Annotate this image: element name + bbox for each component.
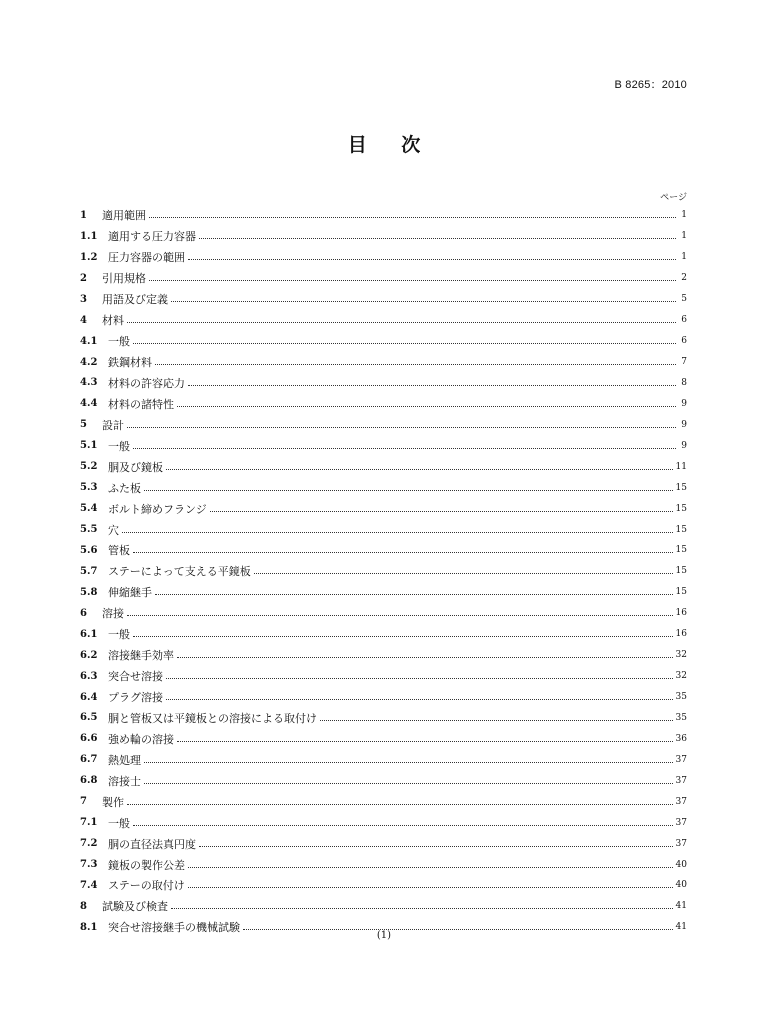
toc-entry-page: 5 xyxy=(681,294,687,305)
toc-entry-page: 15 xyxy=(675,482,687,493)
toc-entry-number: 7.3 xyxy=(80,859,98,871)
toc-dot-leader xyxy=(177,741,673,742)
toc-dot-leader xyxy=(188,259,676,260)
toc-entry-number: 6.4 xyxy=(80,691,98,703)
toc-entry-label: 溶接継手効率 xyxy=(108,649,174,663)
toc-dot-leader xyxy=(254,573,673,574)
toc-entry-page: 37 xyxy=(675,775,687,786)
toc-entry-label: 材料 xyxy=(102,314,124,328)
toc-entry[interactable] xyxy=(80,540,687,561)
toc-entry[interactable] xyxy=(80,310,687,331)
toc-entry[interactable] xyxy=(80,519,687,540)
toc-entry-label: 管板 xyxy=(108,544,130,558)
toc-entry-number: 1.1 xyxy=(80,230,98,242)
toc-entry-number: 8 xyxy=(80,900,87,912)
toc-entry[interactable] xyxy=(80,561,687,582)
toc-entry-page: 6 xyxy=(681,315,687,326)
toc-entry-page: 9 xyxy=(681,440,687,451)
toc-entry[interactable] xyxy=(80,435,687,456)
toc-entry-number: 4.4 xyxy=(80,398,98,410)
toc-dot-leader xyxy=(155,364,676,365)
toc-entry-label: 適用範囲 xyxy=(102,209,146,223)
toc-entry-page: 35 xyxy=(675,712,687,723)
toc-entry-page: 37 xyxy=(675,796,687,807)
toc-entry-page: 7 xyxy=(681,357,687,368)
toc-entry-page: 40 xyxy=(675,880,687,891)
toc-dot-leader xyxy=(122,532,673,533)
toc-entry-number: 5.8 xyxy=(80,586,98,598)
toc-entry-label: 材料の許容応力 xyxy=(108,376,185,390)
toc-entry-label: 一般 xyxy=(108,816,130,830)
toc-dot-leader xyxy=(133,636,673,637)
toc-entry-label: 適用する圧力容器 xyxy=(108,230,196,244)
table-of-contents xyxy=(80,205,687,938)
toc-entry-label: 鉄鋼材料 xyxy=(108,356,152,370)
toc-dot-leader xyxy=(188,867,673,868)
toc-entry-number: 5.3 xyxy=(80,482,98,494)
toc-entry-label: 設計 xyxy=(102,418,124,432)
toc-entry-page: 37 xyxy=(675,838,687,849)
toc-entry[interactable] xyxy=(80,373,687,394)
toc-entry-number: 5 xyxy=(80,419,87,431)
toc-entry-number: 8.1 xyxy=(80,921,98,933)
toc-entry-page: 32 xyxy=(675,671,687,682)
toc-entry-label: 圧力容器の範囲 xyxy=(108,251,185,265)
toc-entry-page: 32 xyxy=(675,650,687,661)
standard-code: B 8265：2010 xyxy=(614,79,687,91)
toc-entry[interactable] xyxy=(80,498,687,519)
toc-entry-label: 鏡板の製作公差 xyxy=(108,858,185,872)
toc-dot-leader xyxy=(166,469,673,470)
toc-entry-number: 7.2 xyxy=(80,838,98,850)
toc-entry[interactable] xyxy=(80,833,687,854)
toc-entry-page: 11 xyxy=(675,461,687,472)
toc-entry[interactable] xyxy=(80,331,687,352)
toc-entry-number: 6.7 xyxy=(80,754,98,766)
toc-entry[interactable] xyxy=(80,728,687,749)
toc-dot-leader xyxy=(199,238,676,239)
toc-entry[interactable] xyxy=(80,749,687,770)
toc-entry-number: 7.1 xyxy=(80,817,98,829)
toc-entry[interactable] xyxy=(80,393,687,414)
toc-entry-number: 2 xyxy=(80,272,87,284)
toc-dot-leader xyxy=(166,678,673,679)
toc-entry-number: 6.3 xyxy=(80,670,98,682)
toc-dot-leader xyxy=(127,615,673,616)
toc-dot-leader xyxy=(133,343,676,344)
toc-entry-number: 5.4 xyxy=(80,503,98,515)
toc-entry-label: 穴 xyxy=(108,523,119,537)
toc-entry-label: 突合せ溶接継手の機械試験 xyxy=(108,921,240,935)
toc-entry-page: 1 xyxy=(681,231,687,242)
toc-dot-leader xyxy=(155,594,673,595)
toc-entry-page: 36 xyxy=(675,733,687,744)
toc-entry-number: 4.3 xyxy=(80,377,98,389)
toc-dot-leader xyxy=(210,511,673,512)
toc-entry[interactable] xyxy=(80,289,687,310)
toc-entry-label: 引用規格 xyxy=(102,272,146,286)
toc-entry-label: 胴及び鏡板 xyxy=(108,460,163,474)
toc-entry-page: 9 xyxy=(681,398,687,409)
toc-dot-leader xyxy=(127,322,676,323)
toc-entry[interactable] xyxy=(80,896,687,917)
page-title: 目 次 xyxy=(347,134,435,156)
toc-entry[interactable] xyxy=(80,645,687,666)
toc-entry[interactable] xyxy=(80,456,687,477)
toc-entry-page: 41 xyxy=(675,901,687,912)
toc-entry[interactable] xyxy=(80,770,687,791)
toc-entry-label: 溶接 xyxy=(102,607,124,621)
toc-entry-label: 胴の直径法真円度 xyxy=(108,837,196,851)
toc-dot-leader xyxy=(149,280,676,281)
toc-entry-label: 一般 xyxy=(108,628,130,642)
toc-entry-page: 35 xyxy=(675,692,687,703)
toc-dot-leader xyxy=(166,699,673,700)
toc-entry-number: 6.5 xyxy=(80,712,98,724)
toc-dot-leader xyxy=(133,552,673,553)
toc-dot-leader xyxy=(171,301,676,302)
toc-entry[interactable] xyxy=(80,477,687,498)
toc-entry-number: 3 xyxy=(80,293,87,305)
toc-entry-number: 5.1 xyxy=(80,440,98,452)
toc-entry-number: 5.2 xyxy=(80,461,98,473)
toc-entry-page: 15 xyxy=(675,566,687,577)
toc-dot-leader xyxy=(144,762,673,763)
toc-entry-number: 6.6 xyxy=(80,733,98,745)
toc-entry-page: 1 xyxy=(681,252,687,263)
toc-entry-label: 試験及び検査 xyxy=(102,900,168,914)
toc-entry[interactable] xyxy=(80,582,687,603)
toc-entry-page: 15 xyxy=(675,587,687,598)
toc-entry-page: 15 xyxy=(675,545,687,556)
toc-entry-number: 1 xyxy=(80,209,87,221)
toc-entry-number: 7 xyxy=(80,796,87,808)
toc-entry-page: 40 xyxy=(675,859,687,870)
toc-entry-number: 7.4 xyxy=(80,879,98,891)
toc-dot-leader xyxy=(133,825,673,826)
toc-entry-label: 突合せ溶接 xyxy=(108,670,163,684)
toc-entry[interactable] xyxy=(80,666,687,687)
toc-entry-number: 5.6 xyxy=(80,544,98,556)
toc-entry-page: 1 xyxy=(681,210,687,221)
toc-dot-leader xyxy=(127,804,673,805)
toc-entry-label: 一般 xyxy=(108,335,130,349)
toc-entry-page: 41 xyxy=(675,922,687,933)
toc-entry-number: 4 xyxy=(80,314,87,326)
toc-entry[interactable] xyxy=(80,875,687,896)
toc-entry-label: ボルト締めフランジ xyxy=(108,502,207,516)
toc-dot-leader xyxy=(320,720,673,721)
toc-entry-number: 6.1 xyxy=(80,628,98,640)
toc-entry-number: 6 xyxy=(80,607,87,619)
toc-dot-leader xyxy=(188,385,676,386)
toc-entry-page: 16 xyxy=(675,629,687,640)
toc-dot-leader xyxy=(149,217,676,218)
toc-entry-label: 一般 xyxy=(108,439,130,453)
toc-entry[interactable] xyxy=(80,624,687,645)
toc-entry-number: 5.7 xyxy=(80,565,98,577)
toc-entry-number: 6.8 xyxy=(80,775,98,787)
page-column-label: ページ xyxy=(660,193,687,203)
toc-entry-page: 37 xyxy=(675,817,687,828)
toc-entry-label: 材料の諸特性 xyxy=(108,397,174,411)
toc-entry-label: 用語及び定義 xyxy=(102,293,168,307)
toc-entry[interactable] xyxy=(80,812,687,833)
toc-entry-page: 15 xyxy=(675,503,687,514)
toc-entry-label: 溶接士 xyxy=(108,774,141,788)
toc-dot-leader xyxy=(177,406,676,407)
toc-entry-label: 胴と管板又は平鏡板との溶接による取付け xyxy=(108,711,317,725)
toc-entry-label: 伸縮継手 xyxy=(108,586,152,600)
toc-dot-leader xyxy=(133,448,676,449)
toc-dot-leader xyxy=(171,908,673,909)
toc-entry[interactable] xyxy=(80,687,687,708)
toc-entry[interactable] xyxy=(80,247,687,268)
toc-entry[interactable] xyxy=(80,854,687,875)
toc-entry-label: ステーによって支える平鏡板 xyxy=(108,565,251,579)
toc-dot-leader xyxy=(127,427,676,428)
toc-entry[interactable] xyxy=(80,268,687,289)
toc-entry-label: ふた板 xyxy=(108,481,141,495)
page-folio: (1) xyxy=(376,930,392,941)
toc-dot-leader xyxy=(144,783,673,784)
toc-dot-leader xyxy=(177,657,673,658)
toc-entry[interactable] xyxy=(80,708,687,729)
toc-entry-number: 6.2 xyxy=(80,649,98,661)
toc-entry-label: 製作 xyxy=(102,795,124,809)
toc-entry[interactable] xyxy=(80,791,687,812)
toc-entry-label: ステーの取付け xyxy=(108,879,185,893)
toc-entry-number: 4.2 xyxy=(80,356,98,368)
toc-dot-leader xyxy=(144,490,673,491)
toc-entry-label: プラグ溶接 xyxy=(108,691,163,705)
toc-entry[interactable] xyxy=(80,414,687,435)
toc-entry[interactable] xyxy=(80,352,687,373)
toc-entry[interactable] xyxy=(80,226,687,247)
toc-dot-leader xyxy=(199,846,673,847)
toc-dot-leader xyxy=(188,887,673,888)
toc-entry[interactable] xyxy=(80,603,687,624)
toc-entry-page: 15 xyxy=(675,524,687,535)
toc-entry-page: 9 xyxy=(681,419,687,430)
toc-entry-number: 4.1 xyxy=(80,335,98,347)
toc-entry-page: 6 xyxy=(681,336,687,347)
toc-entry-label: 強め輪の溶接 xyxy=(108,732,174,746)
toc-entry[interactable] xyxy=(80,205,687,226)
toc-entry-number: 1.2 xyxy=(80,251,98,263)
toc-entry-label: 熱処理 xyxy=(108,753,141,767)
toc-entry-page: 16 xyxy=(675,608,687,619)
toc-entry-page: 37 xyxy=(675,754,687,765)
toc-entry-page: 2 xyxy=(681,273,687,284)
toc-entry-number: 5.5 xyxy=(80,524,98,536)
toc-entry-page: 8 xyxy=(681,377,687,388)
